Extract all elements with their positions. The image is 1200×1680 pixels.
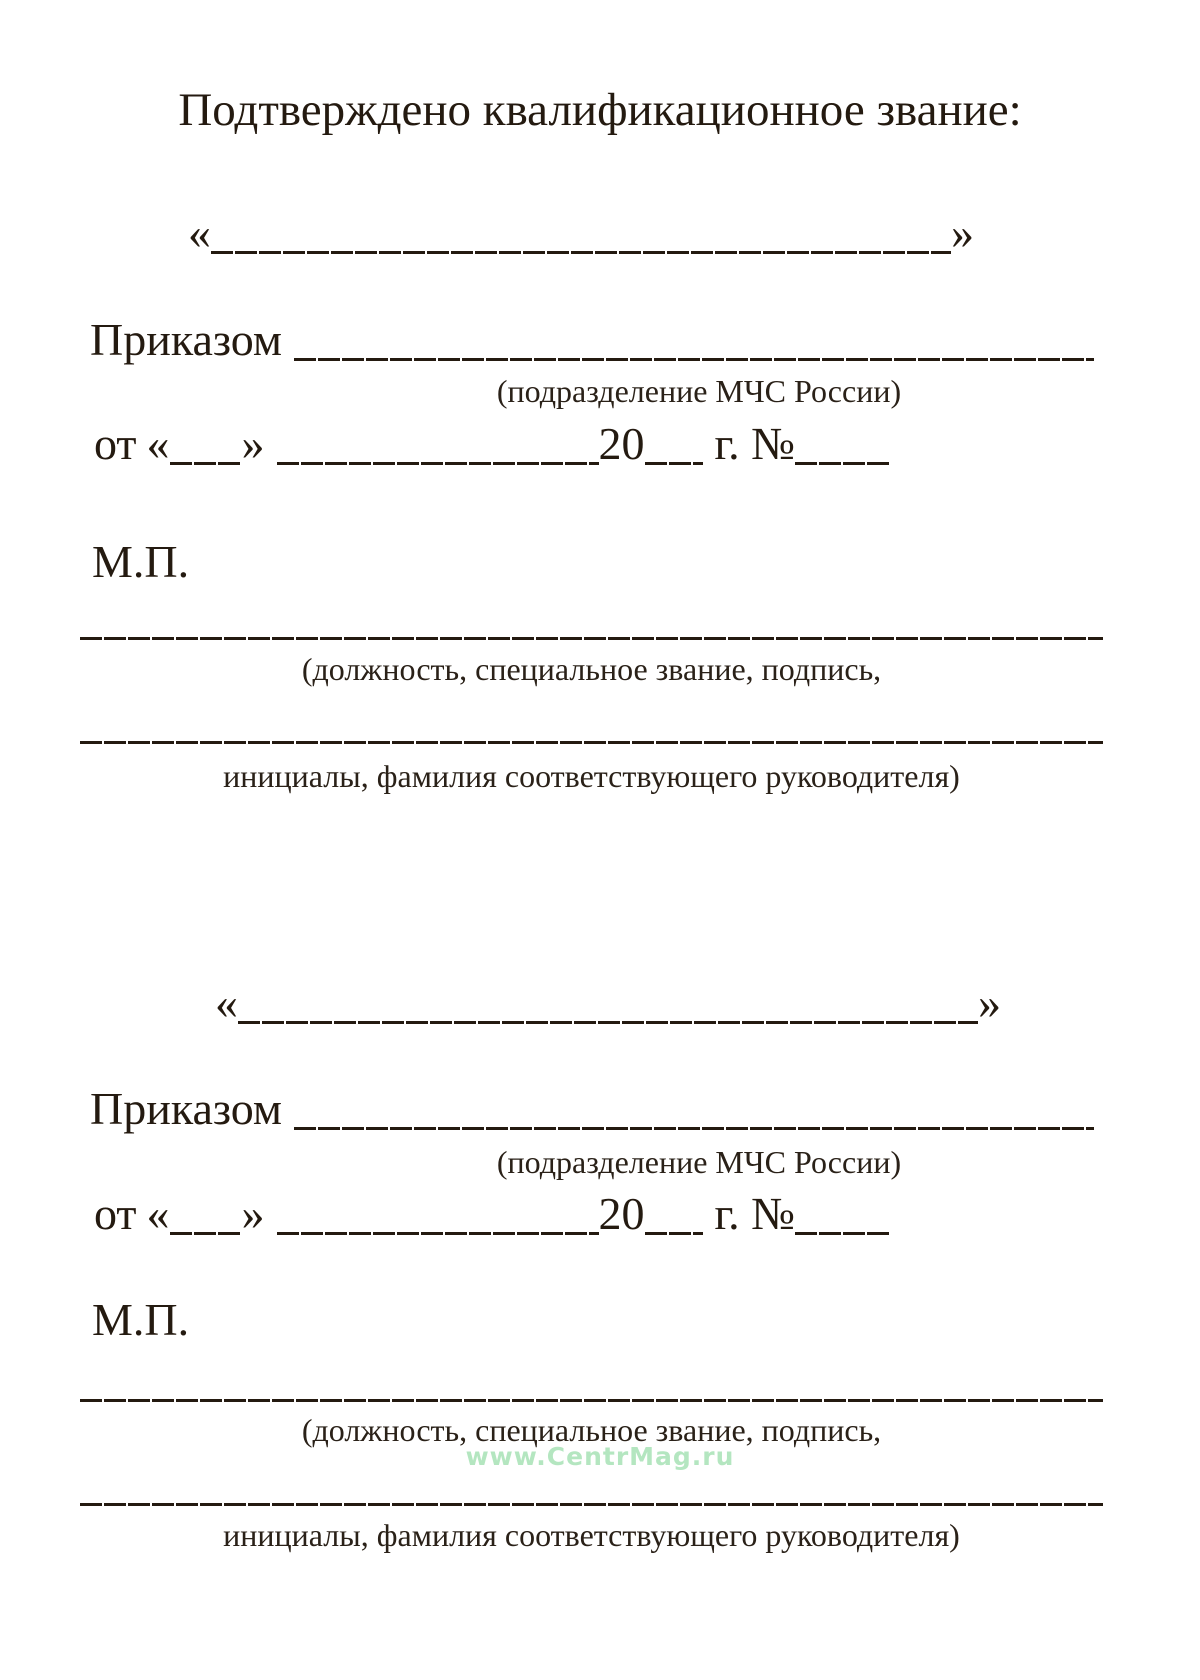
- page-title: Подтверждено квалификационное звание:: [178, 84, 1022, 136]
- date-day-blank: [170, 462, 242, 465]
- date-quote-open-mark: «: [146, 1188, 170, 1239]
- order-label: Приказом: [90, 1083, 283, 1134]
- centrmag-watermark: www.CentrMag.ru: [465, 1442, 735, 1471]
- signature-line: [80, 637, 1103, 640]
- order-number-blank: [795, 1232, 890, 1235]
- date-month-blank: [277, 1232, 599, 1235]
- order-unit-blank: [294, 1127, 1094, 1130]
- date-quote-open-mark: «: [146, 418, 170, 469]
- order-number-label: г. №: [714, 418, 796, 469]
- signature-line: [80, 1399, 1103, 1402]
- date-quote-close-mark: »: [241, 1188, 265, 1239]
- stamp-label: М.П.: [92, 536, 190, 587]
- stamp-label: М.П.: [92, 1294, 190, 1345]
- quote-open-mark: «: [215, 977, 238, 1028]
- order-date-row: [94, 1186, 890, 1241]
- date-day-blank: [170, 1232, 242, 1235]
- quote-close-mark: »: [951, 207, 974, 258]
- year-blank: [645, 462, 703, 465]
- order-unit-caption: (подразделение МЧС России): [496, 373, 902, 409]
- order-unit-caption: (подразделение МЧС России): [496, 1144, 902, 1180]
- signature-caption-line1: (должность, специальное звание, подпись,: [301, 1412, 882, 1448]
- quote-close-mark: »: [978, 977, 1001, 1028]
- signature-caption-line2: инициалы, фамилия соответствующего руководителя): [223, 758, 960, 794]
- year-label: 20: [598, 418, 645, 469]
- year-label: 20: [598, 1188, 645, 1239]
- order-label: Приказом: [90, 314, 283, 365]
- date-quote-close-mark: »: [241, 418, 265, 469]
- order-date-row: [94, 416, 890, 471]
- order-number-blank: [795, 462, 890, 465]
- qualification-title-blank: [211, 251, 951, 254]
- date-month-blank: [277, 462, 599, 465]
- quote-open-mark: «: [188, 207, 211, 258]
- order-row: [90, 312, 1094, 367]
- date-from-label: от: [94, 1188, 137, 1239]
- qualification-title-blank: [238, 1021, 978, 1024]
- signature-caption-line2: инициалы, фамилия соответствующего руководителя): [223, 1517, 960, 1553]
- order-number-label: г. №: [714, 1188, 796, 1239]
- signature-caption-line1: (должность, специальное звание, подпись,: [301, 651, 882, 687]
- qualification-title-row: [188, 205, 974, 260]
- qualification-title-row: [215, 975, 1001, 1030]
- signature-line: [80, 741, 1103, 744]
- year-blank: [645, 1232, 703, 1235]
- order-unit-blank: [294, 358, 1094, 361]
- order-row: [90, 1081, 1094, 1136]
- date-from-label: от: [94, 418, 137, 469]
- signature-line: [80, 1503, 1103, 1506]
